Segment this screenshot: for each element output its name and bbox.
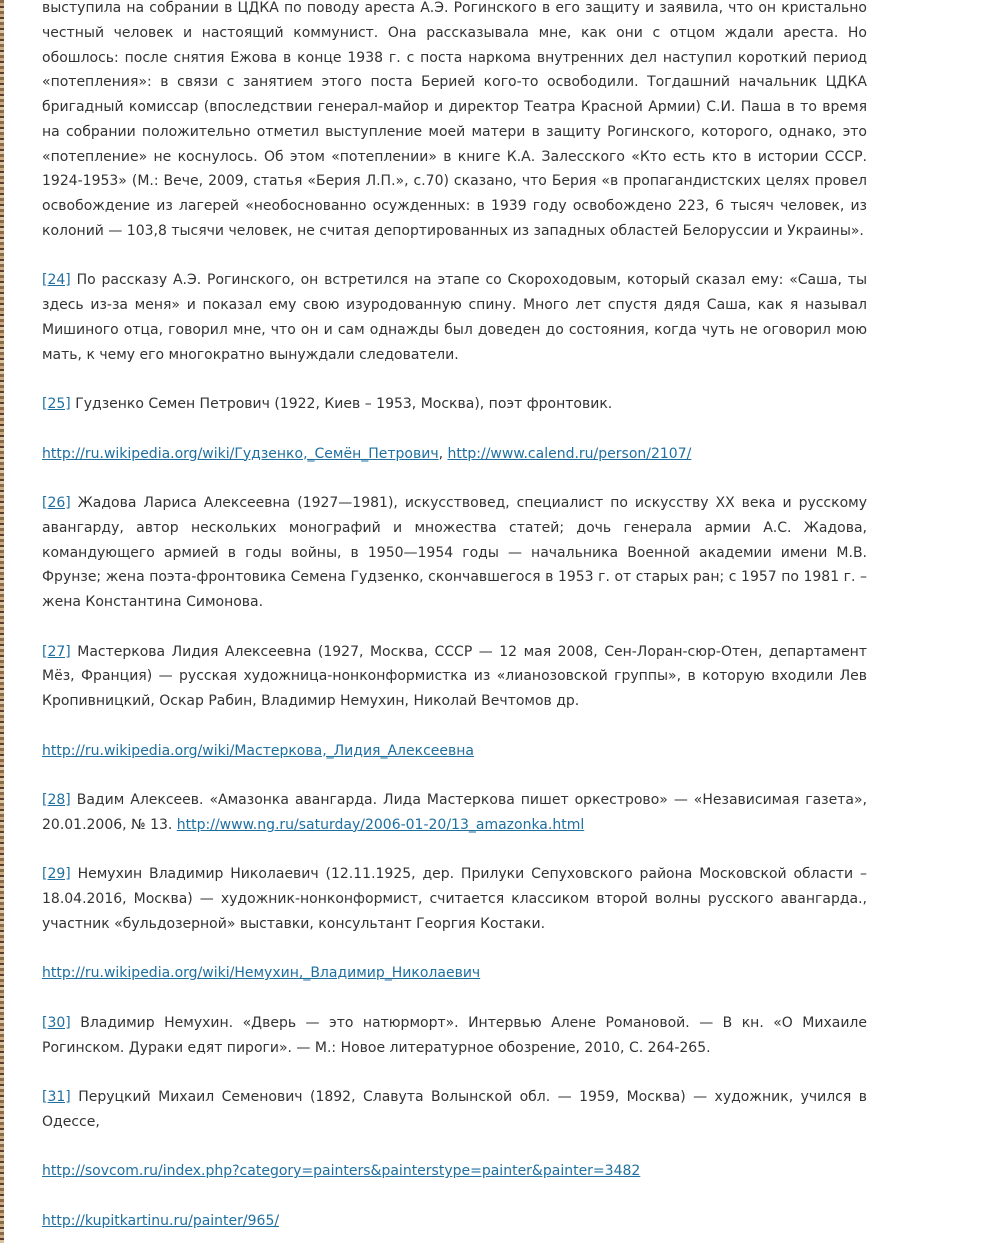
- footnote-text: Вадим Алексеев. «Амазонка авангарда. Лида Мастеркова пишет оркестрово» — «Независимая газета», 20.01.2006, № 13.: [42, 792, 867, 833]
- kupitkartinu-link[interactable]: http://kupitkartinu.ru/painter/965/: [42, 1212, 280, 1229]
- footnote-ref-27[interactable]: [27]: [42, 643, 71, 660]
- footnote-26: [42, 491, 867, 615]
- footnote-text: Перуцкий Михаил Семенович (1892, Славута Волынской обл. — 1959, Москва) — художник, учился в Одессе,: [42, 1089, 867, 1130]
- footnote-29-links: [42, 961, 867, 986]
- footnote-ref-28[interactable]: [28]: [42, 792, 71, 808]
- wikipedia-link[interactable]: http://ru.wikipedia.org/wiki/Немухин,_Владимир_Николаевич: [42, 965, 481, 982]
- footnote-text: Гудзенко Семен Петрович (1922, Киев – 1953, Москва), поэт фронтовик.: [70, 396, 613, 412]
- footnote-text: Мастеркова Лидия Алексеевна (1927, Москва, СССР — 12 мая 2008, Сен-Лоран-сюр-Отен, департамент Мёз, Франция) — русская художница-нонконформистка из «лианозовской группы», в которую входили Лев Кропивницкий, Оскар Рабин, Владимир Немухин, Николай Вечтомов др.: [42, 643, 867, 709]
- footnote-30: [42, 1011, 867, 1061]
- footnote-ref-24[interactable]: [24]: [42, 272, 71, 289]
- footnote-text: Владимир Немухин. «Дверь — это натюрморт». Интервью Алене Романовой. — В кн. «О Михаиле Рогинском. Дураки едят пироги». — М.: Новое литературное обозрение, 2010, С. 264-265.: [42, 1014, 867, 1056]
- footnote-ref-25[interactable]: [25]: [42, 396, 71, 412]
- sovcom-link[interactable]: http://sovcom.ru/index.php?category=painters&painterstype=painter&painter=3482: [42, 1163, 641, 1180]
- footnote-31-link-1: [42, 1159, 867, 1184]
- footnote-27: [42, 640, 867, 714]
- wikipedia-link[interactable]: http://ru.wikipedia.org/wiki/Гудзенко,_Семён_Петрович: [42, 445, 439, 462]
- footnote-ref-26[interactable]: [26]: [42, 495, 71, 511]
- footnote-24: [42, 268, 867, 367]
- footnote-ref-31[interactable]: [31]: [42, 1089, 71, 1105]
- footnote-25-links: [42, 442, 867, 467]
- footnote-text: По рассказу А.Э. Рогинского, он встретился на этапе со Скороходовым, который сказал ему: «Саша, ты здесь из-за меня» и показал ему свою изуродованную спину. Много лет спустя дядя Саша, как я называл Мишиного отца, говорил мне, что он и сам однажды был доведен до состояния, когда чуть не оговорил мою мать, к чему его многократно вынуждали следователи.: [42, 272, 867, 363]
- decorative-border: [0, 0, 4, 1243]
- separator: ,: [438, 445, 448, 462]
- footnote-27-links: [42, 739, 867, 764]
- footnote-ref-29[interactable]: [29]: [42, 866, 71, 883]
- footnote-25: [42, 392, 867, 417]
- footnote-31-link-2: [42, 1209, 867, 1234]
- footnote-31: [42, 1085, 867, 1135]
- footnote-text: Жадова Лариса Алексеевна (1927—1981), искусствовед, специалист по искусству XX века и русскому авангарду, автор нескольких монографий и множества статей; дочь генерала армии А.С. Жадова, командующего армией в годы войны, в 1950—1954 годы — начальника Военной академии имени М.В. Фрунзе; жена поэта-фронтовика Семена Гудзенко, скончавшегося в 1953 г. от старых ран; с 1957 по 1981 г. – жена Константина Симонова.: [42, 495, 867, 610]
- footnote-29: [42, 862, 867, 936]
- intro-paragraph: выступила на собрании в ЦДКА по поводу ареста А.Э. Рогинского в его защиту и заявила, что он кристально честный человек и настоящий коммунист. Она рассказывала мне, как они с отцом ждали ареста. Но обошлось: после снятия Ежова в конце 1938 г. с поста наркома внутренних дел наступил короткий период «потепления»: в связи с занятием этого поста Берией кого-то освободили. Тогдашний начальник ЦДКА бригадный комиссар (впоследствии генерал-майор и директор Театра Красной Армии) С.И. Паша в то время на собрании положительно отметил выступление моей матери в защиту Рогинского, которого, однако, это «потепление» не коснулось. Об этом «потеплении» в книге К.А. Залесского «Кто есть кто в истории СССР. 1924-1953» (М.: Вече, 2009, статья «Берия Л.П.», с.70) сказано, что Берия «в пропагандистских целях провел освобождение из лагерей «необоснованно осужденных: в 1939 году освобождено 223, 6 тысяч человек, из колоний — 103,8 тысячи человек, не считая депортированных из западных областей Белоруссии и Украины».: [42, 0, 867, 239]
- footnote-text: Немухин Владимир Николаевич (12.11.1925, дер. Прилуки Сепуховского района Московской области – 18.04.2016, Москва) — художник-нонконформист, считается классиком второй волны русского авангарда., участник «бульдозерной» выставки, консультант Георгия Костаки.: [42, 866, 867, 932]
- footnote-ref-30[interactable]: [30]: [42, 1014, 71, 1031]
- footnote-28: [42, 788, 867, 838]
- ng-link[interactable]: http://www.ng.ru/saturday/2006-01-20/13_amazonka.html: [176, 816, 585, 833]
- calend-link[interactable]: http://www.calend.ru/person/2107/: [447, 445, 692, 462]
- footnotes-content: [42, 0, 867, 1258]
- wikipedia-link[interactable]: http://ru.wikipedia.org/wiki/Мастеркова,_Лидия_Алексеевна: [42, 742, 474, 759]
